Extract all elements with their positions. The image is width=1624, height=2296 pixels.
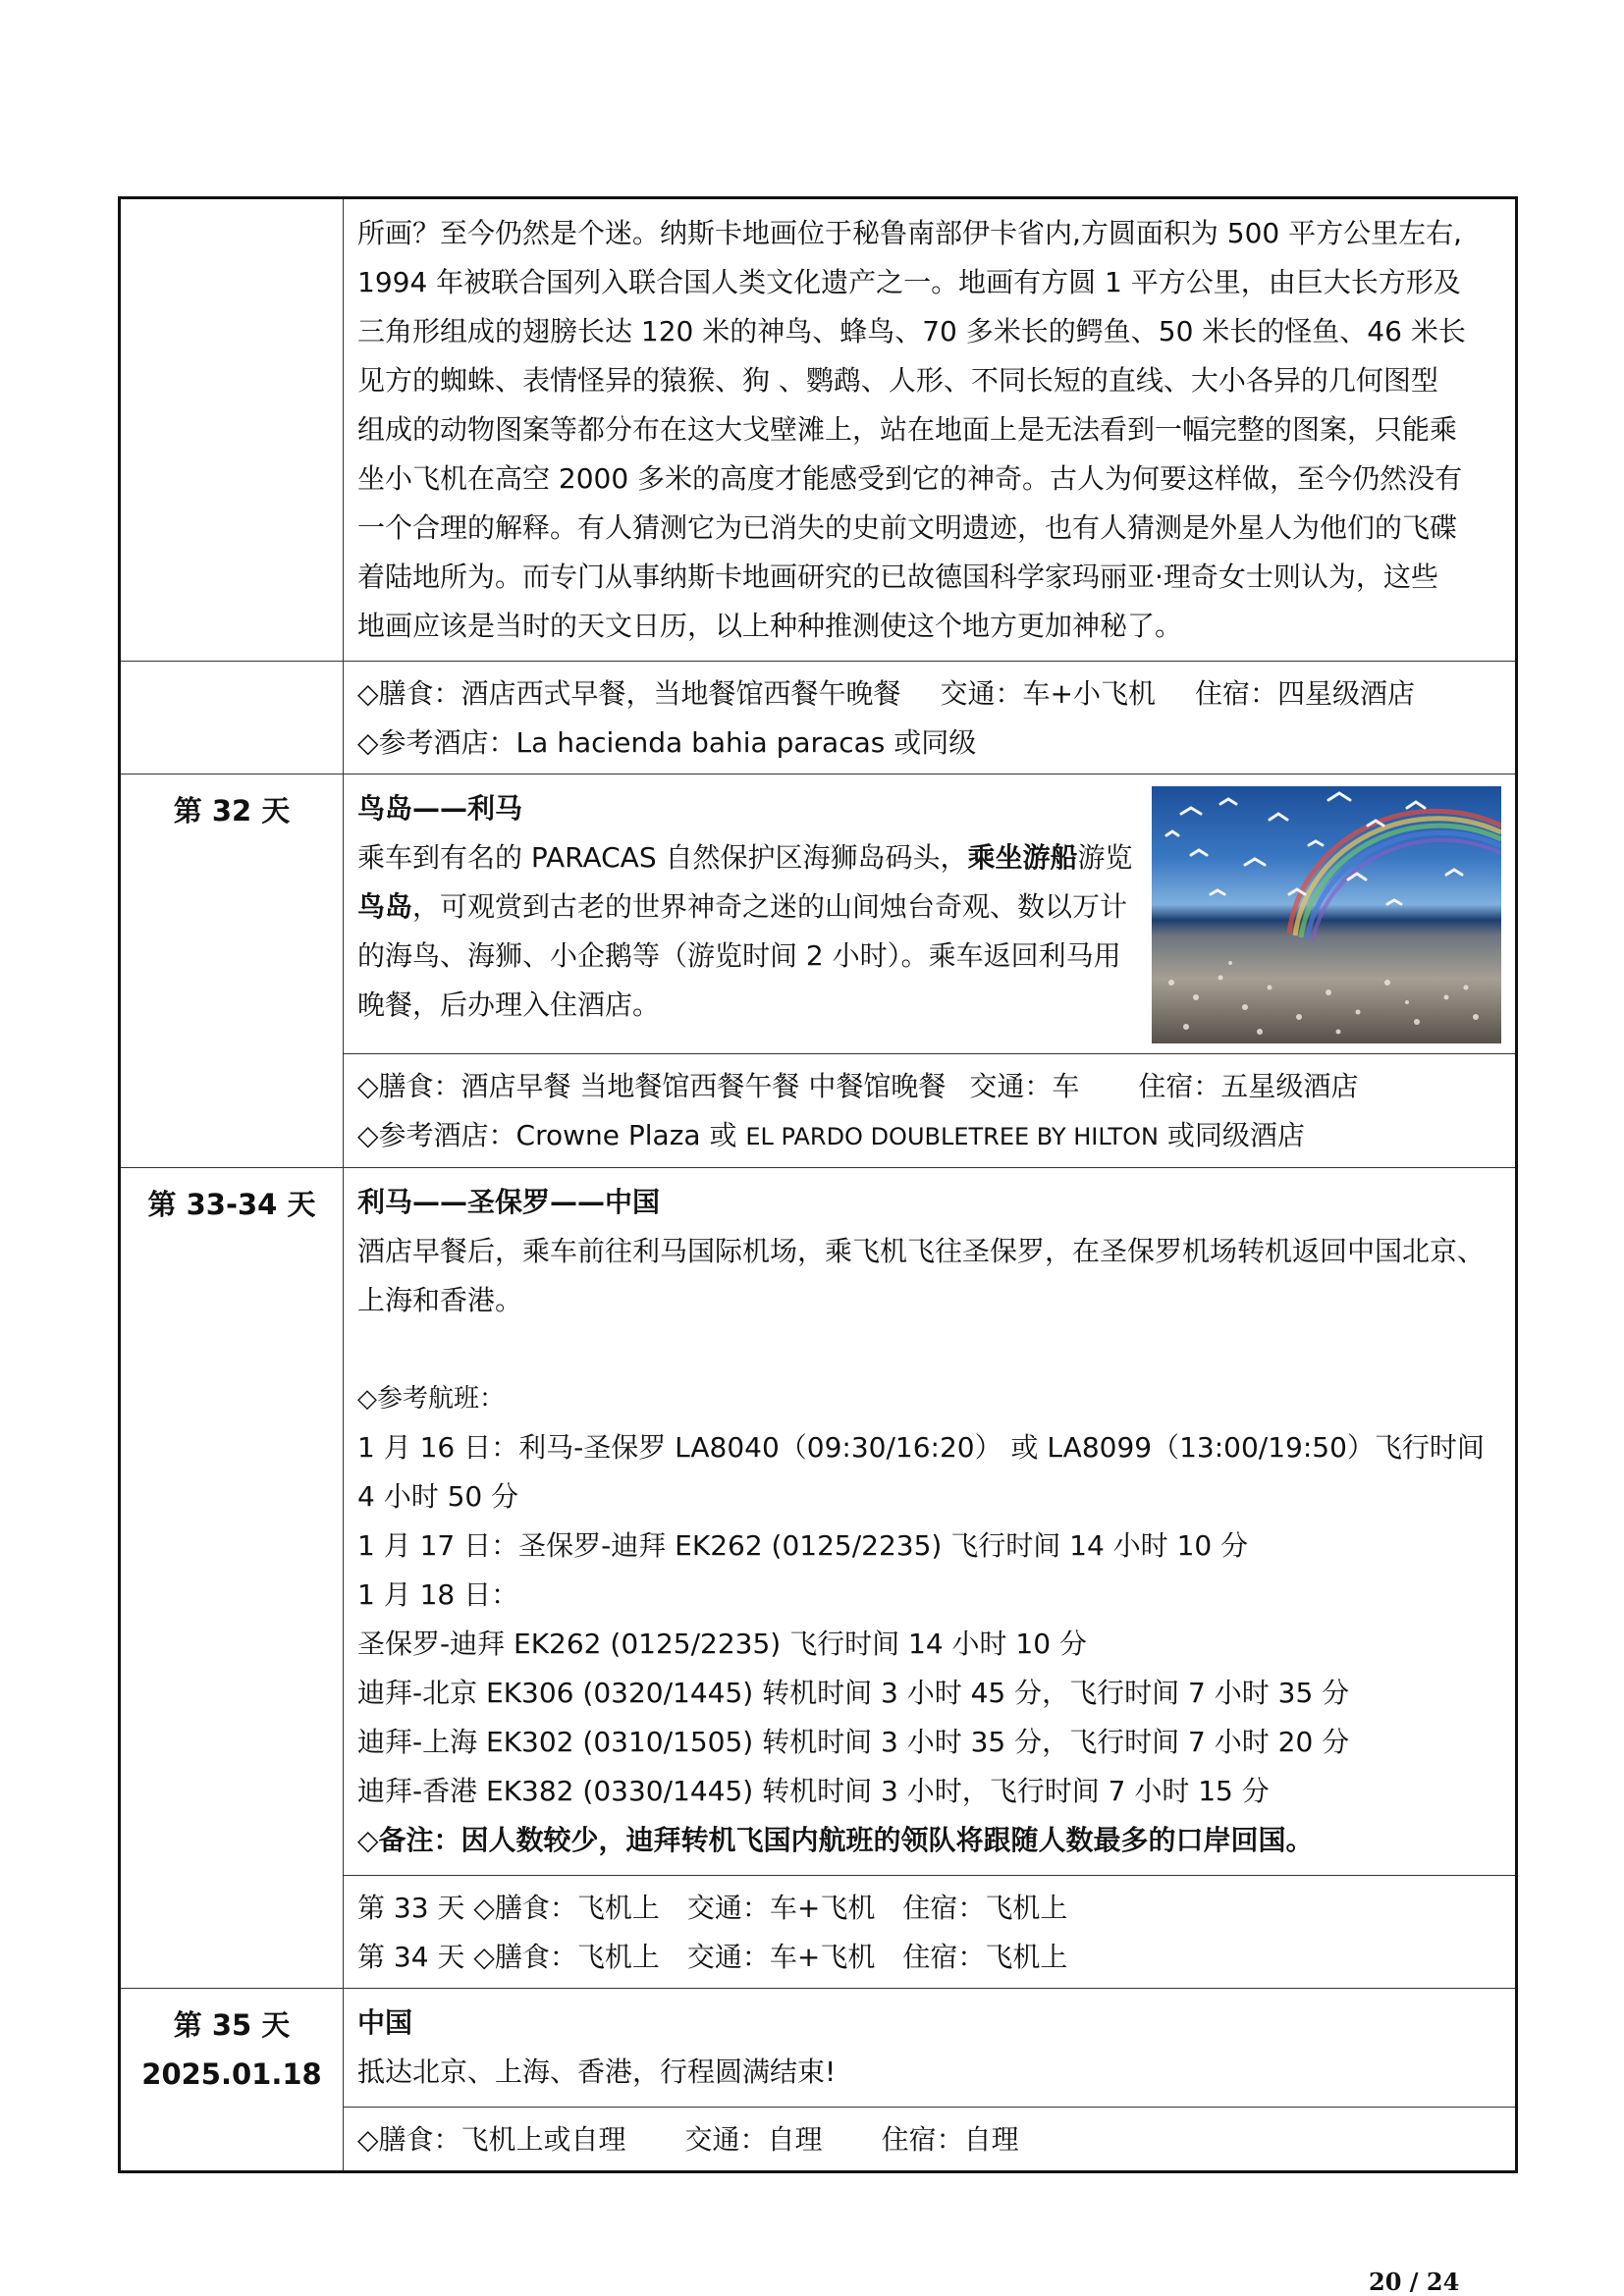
paragraph-line: 见方的蜘蛛、表情怪异的猿猴、狗 、鹦鹉、人形、不同长短的直线、大小各异的几何图型 bbox=[357, 364, 1438, 397]
nazca-content-row bbox=[120, 198, 1517, 662]
paragraph-line: 三角形组成的翅膀长达 120 米的神鸟、蜂鸟、70 多米长的鳄鱼、50 米长的怪鱼、46 米长 bbox=[357, 315, 1466, 347]
day32-label: 第 32 天 bbox=[120, 774, 344, 1168]
seabirds-rainbow-photo bbox=[1152, 786, 1501, 1043]
day32-description bbox=[344, 774, 1517, 1054]
flight-note: ◇备注：因人数较少，迪拜转机飞国内航班的领队将跟随人数最多的口岸回国。 bbox=[357, 1824, 1314, 1856]
lodging-text: 住宿：五星级酒店 bbox=[1138, 1070, 1359, 1102]
nazca-meal-row bbox=[120, 662, 1517, 774]
meals-text: ◇膳食：飞机上或自理 bbox=[357, 2123, 626, 2156]
day32-body: 乘车到有名的 PARACAS 自然保护区海狮岛码头，乘坐游船游览鸟岛，可观赏到古老的世界神奇之迷的山间烛台奇观、数以万计的海鸟、海狮、小企鹅等（游览时间 2 小时）。乘车返回利马用晚餐，后办理入住酒店。 bbox=[357, 841, 1133, 1021]
day33-title: 利马——圣保罗——中国 bbox=[357, 1186, 661, 1218]
day33-label: 第 33-34 天 bbox=[120, 1168, 344, 1989]
flight-line: 1 月 17 日：圣保罗-迪拜 EK262 (0125/2235) 飞行时间 14 小时 10 分 bbox=[357, 1529, 1249, 1562]
paragraph-line: 组成的动物图案等都分布在这大戈壁滩上，站在地面上是无法看到一幅完整的图案，只能乘 bbox=[357, 413, 1458, 446]
meal-line: 第 34 天 ◇膳食：飞机上 交通：车+飞机 住宿：飞机上 bbox=[357, 1941, 1068, 1973]
day33-content-row bbox=[120, 1168, 1517, 1876]
day35-meal-info bbox=[344, 2108, 1517, 2172]
flights-label: ◇参考航班： bbox=[357, 1384, 505, 1414]
day32-title: 鸟岛——利马 bbox=[357, 792, 523, 825]
day32-content-row bbox=[120, 774, 1517, 1054]
transport-text: 交通：车 bbox=[969, 1070, 1080, 1102]
day35-content-row bbox=[120, 1989, 1517, 2108]
paragraph-line: 一个合理的解释。有人猜测它为已消失的史前文明遗迹，也有人猜测是外星人为他们的飞碟 bbox=[357, 511, 1458, 544]
transport-text: 交通：车+小飞机 bbox=[940, 677, 1157, 710]
flight-line: 迪拜-香港 EK382 (0330/1445) 转机时间 3 小时，飞行时间 7 小时 15 分 bbox=[357, 1775, 1270, 1807]
lodging-text: 住宿：自理 bbox=[881, 2123, 1019, 2156]
day33-meal-info bbox=[344, 1876, 1517, 1989]
flight-line: 迪拜-北京 EK306 (0320/1445) 转机时间 3 小时 45 分，飞行时间 7 小时 35 分 bbox=[357, 1677, 1350, 1709]
paragraph-line: 着陆地所为。而专门从事纳斯卡地画研究的已故德国科学家玛丽亚·理奇女士则认为，这些 bbox=[357, 561, 1438, 593]
empty-day-cell bbox=[120, 662, 344, 774]
flight-line: 1 月 18 日： bbox=[357, 1578, 519, 1611]
flight-line: 圣保罗-迪拜 EK262 (0125/2235) 飞行时间 14 小时 10 分 bbox=[357, 1628, 1087, 1660]
transport-text: 交通：自理 bbox=[684, 2123, 823, 2156]
day35-description bbox=[344, 1989, 1517, 2108]
day35-day: 第 35 天 bbox=[173, 2008, 291, 2042]
meal-line: 第 33 天 ◇膳食：飞机上 交通：车+飞机 住宿：飞机上 bbox=[357, 1892, 1068, 1924]
lodging-text: 住宿：四星级酒店 bbox=[1195, 677, 1416, 710]
day35-label bbox=[120, 1989, 344, 2172]
empty-day-cell bbox=[120, 198, 344, 662]
paragraph-line: 坐小飞机在高空 2000 多米的高度才能感受到它的神奇。古人为何要这样做，至今仍然没有 bbox=[357, 462, 1463, 495]
day35-text: 抵达北京、上海、香港，行程圆满结束! bbox=[357, 2056, 837, 2088]
flight-line: 迪拜-上海 EK302 (0310/1505) 转机时间 3 小时 35 分，飞行时间 7 小时 20 分 bbox=[357, 1726, 1350, 1758]
paragraph-line: 1994 年被联合国列入联合国人类文化遗产之一。地画有方圆 1 平方公里，由巨大长方形及 bbox=[357, 266, 1461, 298]
paragraph-line: 地画应该是当时的天文日历，以上种种推测使这个地方更加神秘了。 bbox=[357, 610, 1183, 642]
meals-text: ◇膳食：酒店早餐 当地餐馆西餐午餐 中餐馆晚餐 bbox=[357, 1070, 947, 1102]
day35-date: 2025.01.18 bbox=[141, 2057, 322, 2091]
hotel-text: ◇参考酒店：La hacienda bahia paracas 或同级 bbox=[357, 726, 977, 759]
day33-intro: 酒店早餐后，乘车前往利马国际机场，乘飞机飞往圣保罗，在圣保罗机场转机返回中国北京、上海和香港。 bbox=[357, 1235, 1486, 1316]
day33-description bbox=[344, 1168, 1517, 1876]
flight-line: 1 月 16 日：利马-圣保罗 LA8040（09:30/16:20） 或 LA8099（13:00/19:50）飞行时间 4 小时 50 分 bbox=[357, 1431, 1485, 1513]
nazca-description bbox=[344, 198, 1517, 662]
meals-text: ◇膳食：酒店西式早餐，当地餐馆西餐午晚餐 bbox=[357, 677, 901, 710]
nazca-meal-info bbox=[344, 662, 1517, 774]
day35-title: 中国 bbox=[357, 2006, 413, 2039]
itinerary-table bbox=[118, 196, 1518, 2173]
paragraph-line: 所画？至今仍然是个迷。纳斯卡地画位于秘鲁南部伊卡省内,方圆面积为 500 平方公里左右, bbox=[357, 217, 1463, 249]
day32-meal-info bbox=[344, 1054, 1517, 1168]
hotel-text: ◇参考酒店：Crowne Plaza 或 EL PARDO DOUBLETREE BY HILTON 或同级酒店 bbox=[357, 1119, 1305, 1151]
page-number: 20 / 24 bbox=[1369, 2268, 1460, 2296]
